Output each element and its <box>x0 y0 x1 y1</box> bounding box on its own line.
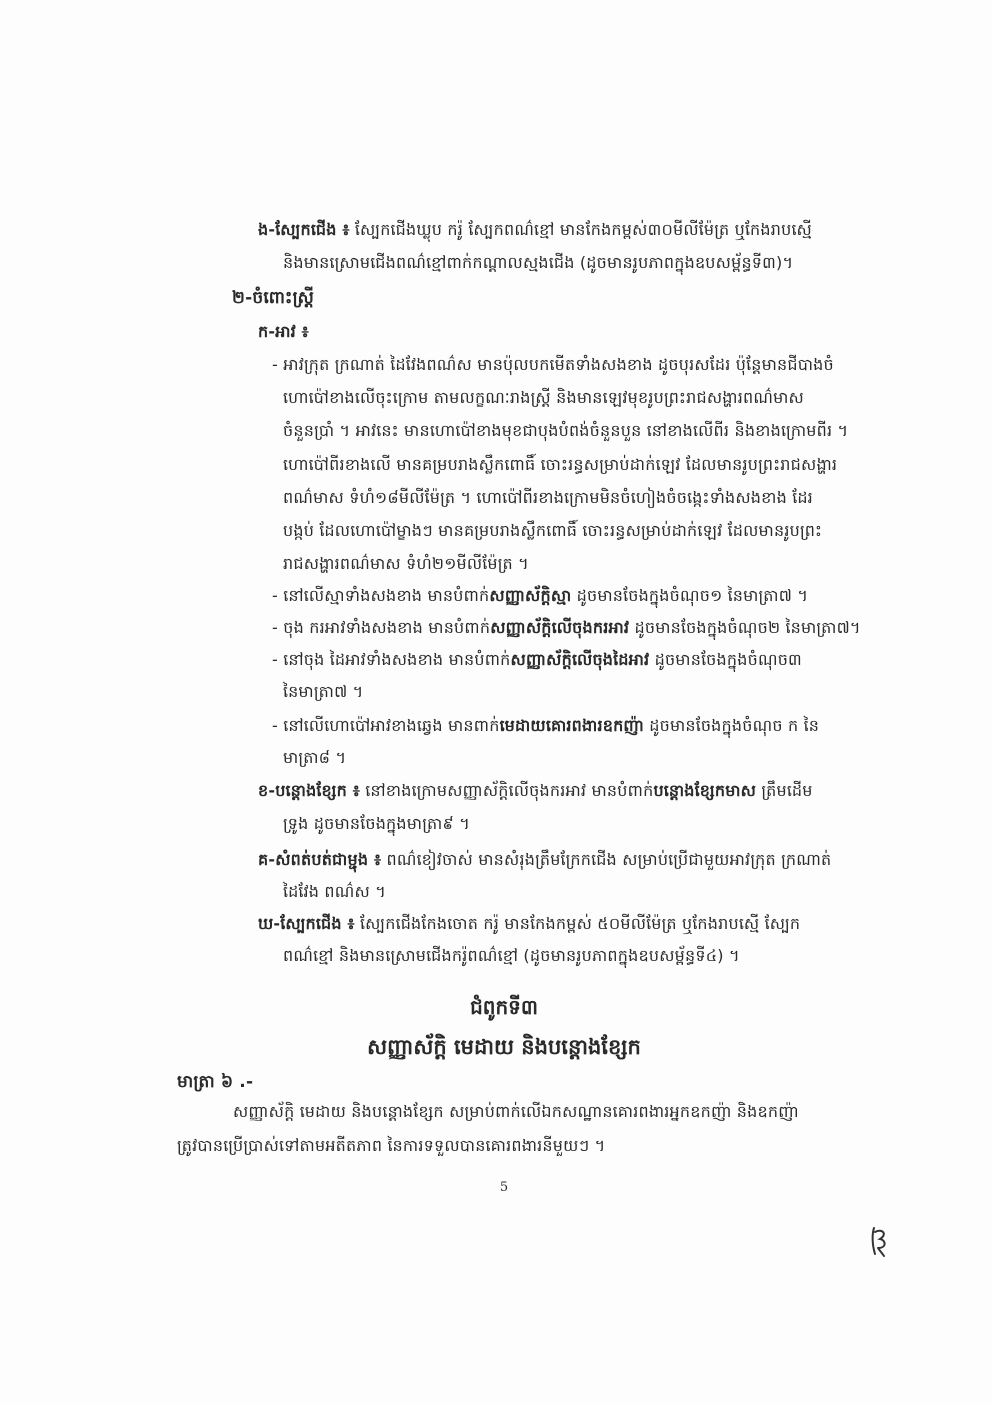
line-shoes-men <box>258 220 812 240</box>
chapter-title: សញ្ញាស័ក្តិ មេដាយ និងបន្តោងខ្សែក <box>367 1035 641 1059</box>
bold-term: សញ្ញាស័ក្តិស្មា <box>489 586 572 605</box>
article-heading: មាត្រា ៦ .- <box>177 1072 254 1092</box>
bullet-shoulder-insignia <box>272 586 808 606</box>
text-line: រាជសង្ហារពណ៌មាស ទំហំ២១មីលីម៉ែត្រ ។ <box>283 554 529 573</box>
bold-term: បន្តោងខ្សែកមាស <box>653 781 757 800</box>
bullet-sleeve-insignia <box>272 650 802 670</box>
text-segment: នៅខាងក្រោមសញ្ញាស័ក្តិលើចុងករអាវ មានបំពាក់ <box>359 781 654 800</box>
bullet-collar-insignia <box>272 618 861 638</box>
text-segment: ដូចមានចែងក្នុងចំណុច១ នៃមាត្រា៧ ។ <box>571 586 809 605</box>
item-necklace <box>258 781 813 801</box>
item-label: ង-ស្បែកជើង ៖ <box>258 220 350 239</box>
text-segment: ដូចមានចែងក្នុងចំណុច២ នៃមាត្រា៧។ <box>629 618 861 637</box>
item-text: ស្បែកជើងឃ្លុប ករ៉ូ ស្បែកពណ៌ខ្មៅ មានកែងកម្ពស់៣០មីលីម៉ែត្រ ឬកែងរាបស្មើ <box>349 220 812 239</box>
text-line: និងមានស្រោមជើងពណ៌ខ្មៅពាក់កណ្ដាលស្មងជើង (ដូចមានរូបភាពក្នុងឧបសម្ព័ន្ធទី៣)។ <box>283 253 794 272</box>
text-line: ដៃវែង ពណ៌ស ។ <box>283 882 386 901</box>
text-segment: - នៅលើហោប៉ៅអាវខាងឆ្វេង មានពាក់ <box>272 716 500 735</box>
text-line: មាត្រា៨ ។ <box>283 748 347 767</box>
text-segment: ពណ៌ខៀវចាស់ មានសំរុងត្រឹមក្រែកជើង សម្រាប់ប្រើជាមួយអាវក្រុត ក្រណាត់ <box>381 850 832 869</box>
item-label: ខ-បន្តោងខ្សែក ៖ <box>258 781 360 800</box>
item-shoes-women <box>258 914 800 934</box>
text-line: ត្រូវបានប្រើប្រាស់ទៅតាមអតីតភាព នៃការទទួលបានគោរពងារនីមួយៗ ។ <box>177 1136 606 1155</box>
item-label: ឃ-ស្បែកជើង ៖ <box>258 914 355 933</box>
item-label: គ-សំពត់បត់ជាម្ជុង ៖ <box>258 850 382 869</box>
text-segment: ដូចមានចែងក្នុងចំណុច៣ <box>649 650 802 669</box>
text-line: ពណ៌មាស ទំហំ១៨មីលីម៉ែត្រ ។ ហោប៉ៅពីរខាងក្រោមមិនចំហៀងចំចង្កេះទាំងសងខាង ដែរ <box>283 488 813 507</box>
bold-term: សញ្ញាស័ក្តិលើចុងដៃអាវ <box>510 650 650 669</box>
text-line: ទ្រូង ដូចមានចែងក្នុងមាត្រា៩ ។ <box>283 814 470 833</box>
text-segment: - នៅចុង ដៃអាវទាំងសងខាង មានបំពាក់ <box>272 650 511 669</box>
text-line: ពណ៌ខ្មៅ និងមានស្រោមជើងករ៉ូពណ៌ខ្មៅ (ដូចមានរូបភាពក្នុងឧបសម្ព័ន្ធទី៤) ។ <box>283 946 740 965</box>
text-segment: - ចុង ករអាវទាំងសងខាង មានបំពាក់ <box>272 618 491 637</box>
bullet-medal <box>272 716 819 736</box>
text-segment: ដូចមានចែងក្នុងចំណុច ក នៃ <box>643 716 820 735</box>
item-label-shirt: ក-អាវ ៖ <box>258 322 309 341</box>
text-segment: ត្រឹមដើម <box>756 781 813 800</box>
bold-term: សញ្ញាស័ក្តិលើចុងករអាវ <box>490 618 630 637</box>
text-segment: - នៅលើស្មាទាំងសងខាង មានបំពាក់ <box>272 586 490 605</box>
text-line: ហោប៉ៅខាងលើចុះក្រោម តាមលក្ខណៈរាងស្ត្រី និងមានឡេវមុខរូបព្រះរាជសង្ហារពណ៌មាស <box>283 388 804 407</box>
text-line: ហោប៉ៅពីរខាងលើ មានគម្របរាងស្លឹកពោធិ៍ ចោះរន្ធសម្រាប់ដាក់ឡេវ ដែលមានរូបព្រះរាជសង្ហារ <box>283 455 838 474</box>
page-number: 5 <box>499 1180 509 1195</box>
text-line: សញ្ញាស័ក្តិ មេដាយ និងបន្តោងខ្សែក សម្រាប់ពាក់លើឯកសណ្ឋានគោរពងារអ្នកឧកញ៉ា និងឧកញ៉ា <box>233 1102 799 1121</box>
handwritten-initial-icon <box>868 1224 890 1258</box>
text-line: នៃមាត្រា៧ ។ <box>283 682 364 701</box>
text-line: ចំនួនប្រាំ ។ អាវនេះ មានហោប៉ៅខាងមុខជាបុងបំពង់ចំនួនបួន នៅខាងលើពីរ និងខាងក្រោមពីរ ។ <box>283 421 849 440</box>
text-line: - អាវក្រុត ក្រណាត់ ដៃវែងពណ៌ស មានប៉ុលបកមើតទាំងសងខាង ដូចបុរសដែរ ប៉ុន្តែមានជីបាងចំ <box>272 355 834 374</box>
item-skirt <box>258 850 831 870</box>
text-line: បង្កប់ ដែលហោប៉ៅម្ខាងៗ មានគម្របរាងស្លឹកពោធិ៍ ចោះរន្ធសម្រាប់ដាក់ឡេវ ដែលមានរូបព្រះ <box>283 521 823 540</box>
section-heading-women: ២-ចំពោះស្ត្រី <box>232 288 315 308</box>
chapter-heading: ជំពូកទី៣ <box>470 995 538 1019</box>
bold-term: មេដាយគោរពងារឧកញ៉ា <box>499 716 644 735</box>
text-segment: ស្បែកជើងកែងចោត ករ៉ូ មានកែងកម្ពស់ ៥០មីលីម៉ែត្រ ឬកែងរាបស្មើ ស្បែក <box>354 914 801 933</box>
